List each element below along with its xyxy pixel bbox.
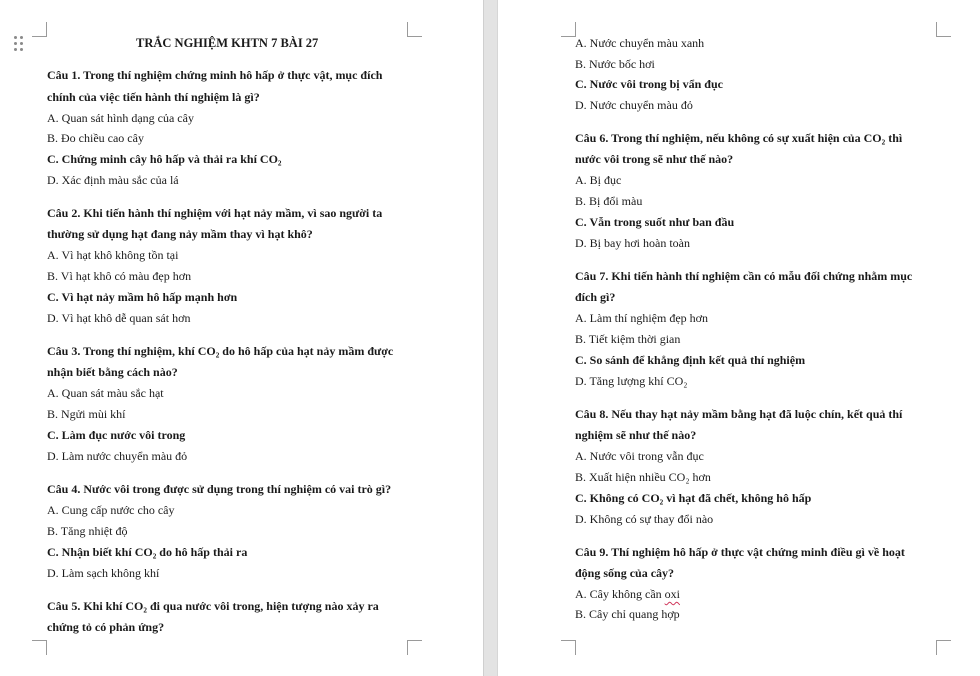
spellcheck-underline[interactable]: oxi [664, 587, 680, 601]
correct-answer-option: C. So sánh để khẳng định kết quả thí nghiệm [575, 353, 806, 367]
margin-mark-top-left [32, 22, 47, 37]
question-line-continued: thường sử dụng hạt đang nảy mầm thay vì hạt khô? [47, 227, 313, 241]
question-line-continued: nước vôi trong sẽ như thế nào? [575, 152, 734, 166]
margin-mark-top-right [407, 22, 422, 37]
correct-answer-option: C. Chứng minh cây hô hấp và thải ra khí CO₂ [47, 152, 282, 166]
answer-option: D. Làm nước chuyển màu đỏ [47, 449, 188, 463]
answer-option: B. Nước bốc hơi [575, 57, 655, 71]
answer-option: D. Nước chuyển màu đỏ [575, 98, 693, 112]
answer-option: D. Xác định màu sắc của lá [47, 173, 179, 187]
answer-option: D. Bị bay hơi hoàn toàn [575, 236, 690, 250]
question-line: Câu 8. Nếu thay hạt nảy mầm bằng hạt đã luộc chín, kết quả thí [575, 407, 903, 421]
answer-option: B. Xuất hiện nhiều CO₂ hơn [575, 470, 711, 484]
answer-option: B. Vì hạt khô có màu đẹp hơn [47, 269, 192, 283]
margin-mark-bottom-right [407, 640, 422, 655]
question-line: Câu 1. Trong thí nghiệm chứng minh hô hấp ở thực vật, mục đích [47, 68, 383, 82]
answer-option: D. Tăng lượng khí CO₂ [575, 374, 688, 388]
answer-option: A. Nước chuyển màu xanh [575, 36, 705, 50]
question-line-continued: nghiệm sẽ như thế nào? [575, 428, 697, 442]
correct-answer-option: C. Nhận biết khí CO₂ do hô hấp thải ra [47, 545, 248, 559]
answer-option: A. Vì hạt khô không tồn tại [47, 248, 179, 262]
question-line-continued: nhận biết bằng cách nào? [47, 365, 178, 379]
question-line: Câu 3. Trong thí nghiệm, khí CO₂ do hô hấp của hạt nảy mầm được [47, 344, 394, 358]
answer-option: A. Bị đục [575, 173, 622, 187]
question-line: Câu 2. Khi tiến hành thí nghiệm với hạt nảy mầm, vì sao người ta [47, 206, 383, 220]
margin-mark-bottom-left [32, 640, 47, 655]
answer-option: B. Ngửi mùi khí [47, 407, 126, 421]
page-gutter [483, 0, 498, 676]
question-line: Câu 7. Khi tiến hành thí nghiệm cần có mẫu đối chứng nhằm mục [575, 269, 913, 283]
correct-answer-option: C. Làm đục nước vôi trong [47, 428, 186, 442]
answer-option: D. Vì hạt khô dễ quan sát hơn [47, 311, 191, 325]
correct-answer-option: C. Vẫn trong suốt như ban đầu [575, 215, 735, 229]
answer-option: A. Nước vôi trong vẫn đục [575, 449, 704, 463]
answer-option: D. Không có sự thay đổi nào [575, 512, 714, 526]
document-page-right [498, 0, 980, 676]
answer-option: A. Quan sát hình dạng của cây [47, 111, 194, 125]
margin-mark-bottom-right [936, 640, 951, 655]
margin-mark-top-right [936, 22, 951, 37]
answer-option: A. Quan sát màu sắc hạt [47, 386, 164, 400]
question-line: Câu 9. Thí nghiệm hô hấp ở thực vật chứng minh điều gì về hoạt [575, 545, 905, 559]
answer-option: B. Đo chiều cao cây [47, 131, 144, 145]
question-line: Câu 4. Nước vôi trong được sử dụng trong thí nghiệm có vai trò gì? [47, 482, 392, 496]
question-line: Câu 6. Trong thí nghiệm, nếu không có sự xuất hiện của CO₂ thì [575, 131, 903, 145]
document-title: TRẮC NGHIỆM KHTN 7 BÀI 27 [136, 36, 319, 50]
answer-option: A. Cung cấp nước cho cây [47, 503, 175, 517]
answer-option: B. Tiết kiệm thời gian [575, 332, 681, 346]
question-line-continued: đích gì? [575, 290, 616, 304]
question-line: Câu 5. Khi khí CO₂ đi qua nước vôi trong, hiện tượng nào xảy ra [47, 599, 379, 613]
correct-answer-option: C. Nước vôi trong bị vẩn đục [575, 77, 723, 91]
answer-option: B. Bị đổi màu [575, 194, 643, 208]
answer-option: A. Cây không cần oxi [575, 587, 680, 601]
margin-mark-bottom-left [561, 640, 576, 655]
margin-mark-top-left [561, 22, 576, 37]
correct-answer-option: C. Không có CO₂ vì hạt đã chết, không hô hấp [575, 491, 812, 505]
table-move-handle-icon[interactable] [14, 36, 24, 52]
question-line-continued: chứng tỏ có phản ứng? [47, 620, 165, 634]
correct-answer-option: C. Vì hạt nảy mầm hô hấp mạnh hơn [47, 290, 238, 304]
answer-option: B. Tăng nhiệt độ [47, 524, 128, 538]
document-page-left [0, 0, 483, 676]
page-edge-divider [483, 0, 484, 676]
answer-option: B. Cây chỉ quang hợp [575, 607, 680, 621]
question-line-continued: chính của việc tiến hành thí nghiệm là gì? [47, 90, 260, 104]
answer-option: A. Làm thí nghiệm đẹp hơn [575, 311, 708, 325]
question-line-continued: động sống của cây? [575, 566, 675, 580]
answer-option: D. Làm sạch không khí [47, 566, 160, 580]
